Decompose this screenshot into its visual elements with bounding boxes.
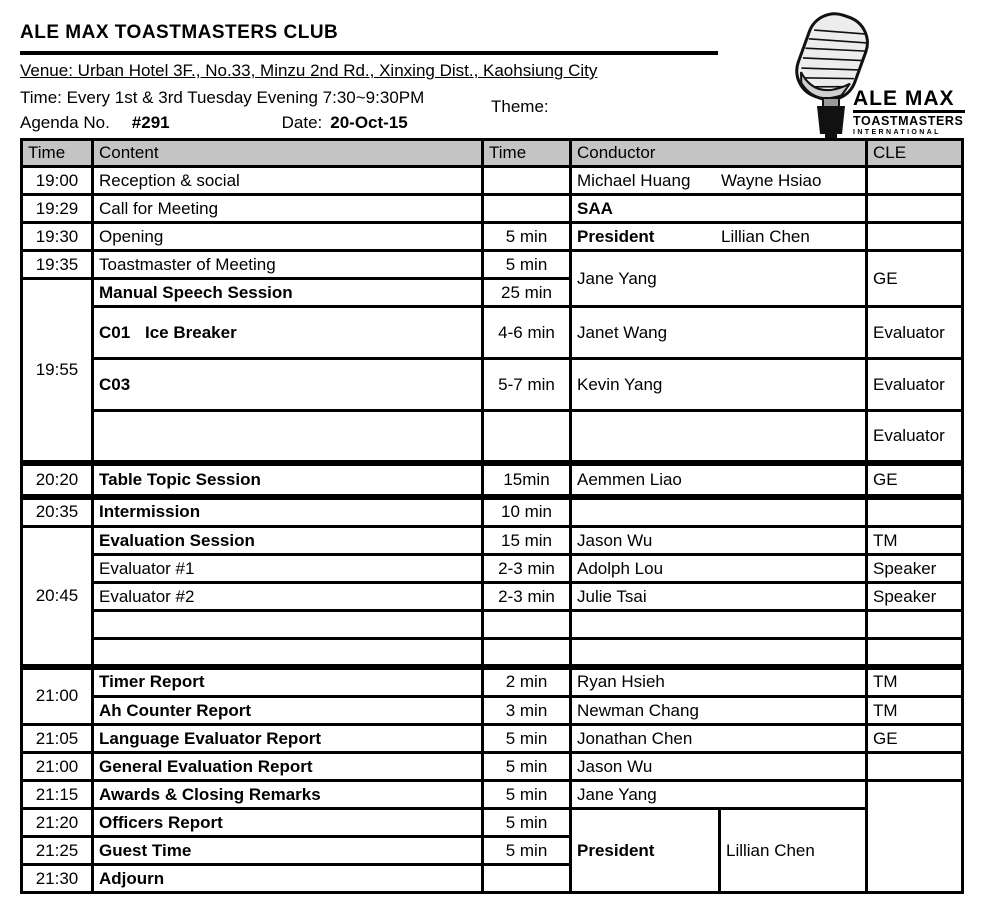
table-row bbox=[22, 307, 963, 359]
duration-cell: 5 min bbox=[483, 809, 571, 837]
content-cell bbox=[93, 411, 483, 463]
cle-cell: GE bbox=[867, 725, 963, 753]
content-cell: Guest Time bbox=[93, 837, 483, 865]
content-cell: Opening bbox=[93, 223, 483, 251]
col-header-content: Content bbox=[93, 140, 483, 167]
content-cell bbox=[93, 611, 483, 639]
time-cell: 21:05 bbox=[22, 725, 93, 753]
conductor-cell: Jonathan Chen bbox=[571, 725, 867, 753]
time-cell: 19:55 bbox=[22, 279, 93, 463]
time-cell: 19:00 bbox=[22, 167, 93, 195]
logo-club-name: ALE MAX bbox=[853, 87, 955, 110]
time-cell: 21:30 bbox=[22, 865, 93, 893]
table-row bbox=[22, 583, 963, 611]
table-row bbox=[22, 639, 963, 667]
date-value: 20-Oct-15 bbox=[330, 113, 408, 132]
table-header-row bbox=[22, 140, 963, 167]
content-cell: Manual Speech Session bbox=[93, 279, 483, 307]
cle-cell: TM bbox=[867, 667, 963, 697]
table-row bbox=[22, 725, 963, 753]
duration-cell bbox=[483, 167, 571, 195]
conductor-cell: Newman Chang bbox=[571, 697, 867, 725]
agenda-table bbox=[20, 138, 964, 894]
table-row bbox=[22, 167, 963, 195]
cle-cell bbox=[867, 639, 963, 667]
conductor-cell: Janet Wang bbox=[571, 307, 867, 359]
content-cell: C03 bbox=[93, 359, 483, 411]
content-cell: Toastmaster of Meeting bbox=[93, 251, 483, 279]
cle-cell: Speaker bbox=[867, 583, 963, 611]
table-row bbox=[22, 753, 963, 781]
meeting-time-line: Time: Every 1st & 3rd Tuesday Evening 7:30~9:30PM bbox=[20, 88, 425, 107]
table-row bbox=[22, 555, 963, 583]
duration-cell bbox=[483, 865, 571, 893]
cle-cell bbox=[867, 753, 963, 781]
cle-cell bbox=[867, 223, 963, 251]
content-cell: Evaluator #2 bbox=[93, 583, 483, 611]
content-cell: Timer Report bbox=[93, 667, 483, 697]
theme-label: Theme: bbox=[491, 97, 549, 116]
duration-cell: 2 min bbox=[483, 667, 571, 697]
duration-cell: 25 min bbox=[483, 279, 571, 307]
duration-cell: 5 min bbox=[483, 781, 571, 809]
duration-cell bbox=[483, 411, 571, 463]
club-title: ALE MAX TOASTMASTERS CLUB bbox=[20, 22, 339, 43]
conductor-cell: President Lillian Chen bbox=[571, 223, 867, 251]
content-cell: Table Topic Session bbox=[93, 463, 483, 497]
table-row bbox=[22, 809, 963, 837]
agenda-no-value: #291 bbox=[131, 113, 170, 132]
table-row bbox=[22, 195, 963, 223]
duration-cell: 5 min bbox=[483, 725, 571, 753]
duration-cell bbox=[483, 639, 571, 667]
cle-cell: GE bbox=[867, 463, 963, 497]
duration-cell: 5 min bbox=[483, 837, 571, 865]
venue-line: Venue: Urban Hotel 3F., No.33, Minzu 2nd Rd., Xinxing Dist., Kaohsiung City bbox=[20, 61, 598, 80]
time-cell: 21:00 bbox=[22, 753, 93, 781]
col-header-cle: CLE bbox=[867, 140, 963, 167]
duration-cell: 4-6 min bbox=[483, 307, 571, 359]
time-cell: 19:35 bbox=[22, 251, 93, 279]
cle-cell: Evaluator bbox=[867, 359, 963, 411]
conductor-cell: Jane Yang bbox=[571, 251, 867, 307]
table-row bbox=[22, 667, 963, 697]
table-row bbox=[22, 497, 963, 527]
cle-cell: GE bbox=[867, 251, 963, 307]
conductor-cell: Jason Wu bbox=[571, 527, 867, 555]
conductor-cell: Jason Wu bbox=[571, 753, 867, 781]
conductor-cell: Lillian Chen bbox=[720, 809, 867, 893]
duration-cell bbox=[483, 195, 571, 223]
table-row bbox=[22, 781, 963, 809]
conductor-cell: Michael Huang Wayne Hsiao bbox=[571, 167, 867, 195]
duration-cell: 5 min bbox=[483, 223, 571, 251]
duration-cell: 3 min bbox=[483, 697, 571, 725]
table-row bbox=[22, 359, 963, 411]
conductor-cell bbox=[571, 611, 867, 639]
cle-cell: Evaluator bbox=[867, 307, 963, 359]
time-cell: 19:29 bbox=[22, 195, 93, 223]
time-cell: 20:35 bbox=[22, 497, 93, 527]
cle-cell: Evaluator bbox=[867, 411, 963, 463]
content-cell: Evaluator #1 bbox=[93, 555, 483, 583]
conductor-cell: President bbox=[571, 809, 720, 893]
conductor-cell: Kevin Yang bbox=[571, 359, 867, 411]
cle-cell: TM bbox=[867, 527, 963, 555]
duration-cell: 2-3 min bbox=[483, 583, 571, 611]
content-cell: C01 Ice Breaker bbox=[93, 307, 483, 359]
time-cell: 21:00 bbox=[22, 667, 93, 725]
cle-cell bbox=[867, 611, 963, 639]
cle-cell bbox=[867, 497, 963, 527]
content-cell: Evaluation Session bbox=[93, 527, 483, 555]
conductor-cell: Julie Tsai bbox=[571, 583, 867, 611]
logo-sub-name: INTERNATIONAL bbox=[853, 128, 941, 136]
table-row bbox=[22, 463, 963, 497]
conductor-cell: Ryan Hsieh bbox=[571, 667, 867, 697]
content-cell: Language Evaluator Report bbox=[93, 725, 483, 753]
col-header-time: Time bbox=[22, 140, 93, 167]
cle-cell: Speaker bbox=[867, 555, 963, 583]
table-row bbox=[22, 697, 963, 725]
agenda-number-line bbox=[20, 113, 408, 133]
table-row bbox=[22, 611, 963, 639]
content-cell: Awards & Closing Remarks bbox=[93, 781, 483, 809]
content-cell bbox=[93, 639, 483, 667]
cle-cell bbox=[867, 167, 963, 195]
table-row bbox=[22, 251, 963, 279]
content-cell: Ah Counter Report bbox=[93, 697, 483, 725]
content-cell: Intermission bbox=[93, 497, 483, 527]
time-cell: 19:30 bbox=[22, 223, 93, 251]
duration-cell: 15 min bbox=[483, 527, 571, 555]
duration-cell: 10 min bbox=[483, 497, 571, 527]
cle-cell bbox=[867, 781, 963, 893]
duration-cell: 15min bbox=[483, 463, 571, 497]
table-row bbox=[22, 527, 963, 555]
table-row bbox=[22, 411, 963, 463]
content-cell: Call for Meeting bbox=[93, 195, 483, 223]
time-cell: 21:15 bbox=[22, 781, 93, 809]
conductor-cell bbox=[571, 639, 867, 667]
time-cell: 20:20 bbox=[22, 463, 93, 497]
logo-text bbox=[853, 88, 975, 136]
content-cell: Reception & social bbox=[93, 167, 483, 195]
conductor-cell bbox=[571, 411, 867, 463]
conductor-cell bbox=[571, 497, 867, 527]
table-row bbox=[22, 223, 963, 251]
date-label: Date: bbox=[281, 113, 323, 132]
col-header-duration: Time bbox=[483, 140, 571, 167]
duration-cell: 5 min bbox=[483, 753, 571, 781]
title-rule bbox=[20, 51, 718, 55]
agenda-no-label: Agenda No. bbox=[20, 113, 110, 132]
cle-cell bbox=[867, 195, 963, 223]
conductor-cell: Adolph Lou bbox=[571, 555, 867, 583]
duration-cell: 2-3 min bbox=[483, 555, 571, 583]
duration-cell: 5-7 min bbox=[483, 359, 571, 411]
time-cell: 20:45 bbox=[22, 527, 93, 667]
time-cell: 21:25 bbox=[22, 837, 93, 865]
conductor-cell: Jane Yang bbox=[571, 781, 867, 809]
content-cell: General Evaluation Report bbox=[93, 753, 483, 781]
time-cell: 21:20 bbox=[22, 809, 93, 837]
club-logo bbox=[793, 2, 975, 138]
duration-cell bbox=[483, 611, 571, 639]
content-cell: Adjourn bbox=[93, 865, 483, 893]
conductor-cell: Aemmen Liao bbox=[571, 463, 867, 497]
content-cell: Officers Report bbox=[93, 809, 483, 837]
duration-cell: 5 min bbox=[483, 251, 571, 279]
conductor-cell: SAA bbox=[571, 195, 867, 223]
col-header-conductor: Conductor bbox=[571, 140, 867, 167]
logo-rule bbox=[853, 110, 965, 113]
cle-cell: TM bbox=[867, 697, 963, 725]
logo-org-name: TOASTMASTERS bbox=[853, 114, 964, 128]
